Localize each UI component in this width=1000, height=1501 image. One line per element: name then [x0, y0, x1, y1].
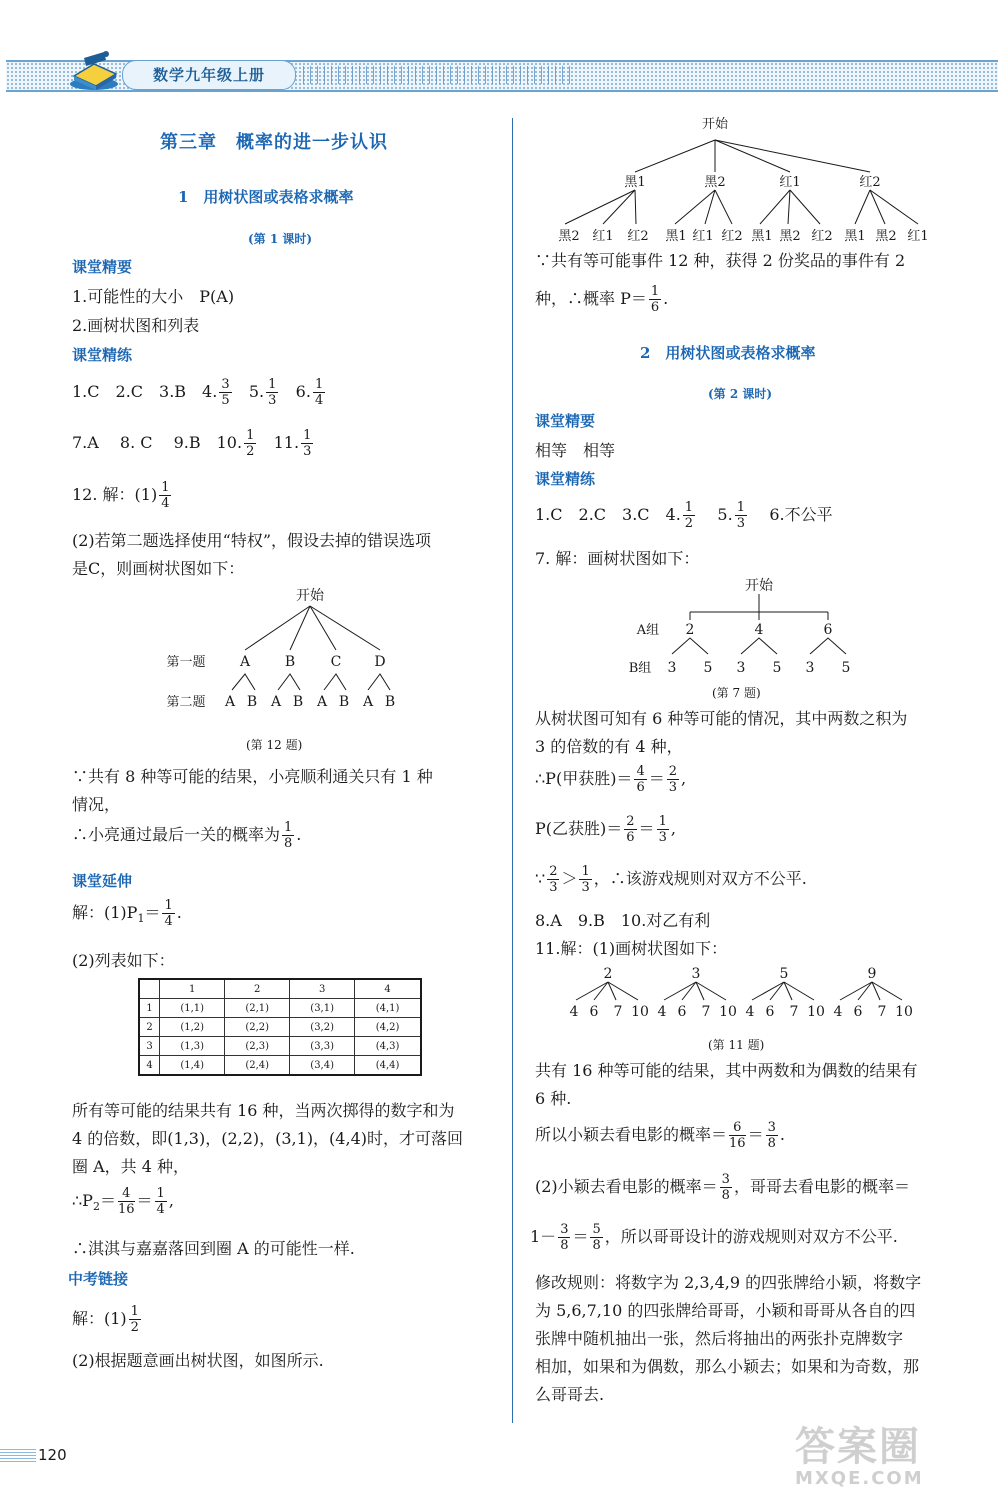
tree11-leaf: 6	[589, 1004, 599, 1020]
tree-prize-leaf: 黑1	[844, 229, 866, 244]
tree-diagram-12	[150, 580, 430, 720]
answer-12-1: 12. 解：(1) $\frac{1}{4}$	[72, 480, 170, 511]
tree-prize-leaf: 红2	[627, 229, 649, 244]
tree11-leaf: 4	[657, 1004, 667, 1020]
q11-line-4: (2)小颖去看电影的概率＝ $\frac{3}{8}$ ，哥哥去看电影的概率＝	[535, 1172, 910, 1203]
rule-line-5: 么哥哥去.	[535, 1385, 605, 1404]
jingyao-line-2: 2.画树状图和列表	[72, 316, 200, 335]
tree12-leaf: A	[270, 694, 282, 710]
tree7-b-leaf: 5	[841, 660, 851, 676]
rule-line-3: 张牌中随机抽出一张，然后将抽出的两张扑克牌数字	[535, 1329, 904, 1348]
fraction: $\frac{2}{3}$	[668, 764, 678, 795]
fraction: $\frac{1}{2}$	[684, 500, 694, 531]
tree-prize-leaf: 黑2	[779, 229, 801, 244]
zhongkao-line-2: (2)根据题意画出树状图，如图所示.	[72, 1351, 324, 1370]
tree11-leaf: 4	[833, 1004, 843, 1020]
book-title: 数学九年级上册	[122, 60, 296, 90]
tree-prize-leaf: 黑1	[665, 229, 687, 244]
rule-line-1: 修改规则：将数字为 2,3,4,9 的四张牌给小颖，将数字	[535, 1273, 922, 1292]
tree-prize-root: 开始	[701, 117, 729, 132]
outcome-table	[138, 978, 422, 1076]
q12-text-2: 是C，则画树状图如下：	[72, 559, 245, 578]
ext-line-2: (2)列表如下：	[72, 951, 175, 970]
tree7-b-leaf: 3	[667, 660, 677, 676]
zhongkao-line-1: 解：(1) $\frac{1}{2}$	[72, 1304, 139, 1335]
tree12-node: A	[239, 654, 251, 670]
tree11-leaf: 10	[719, 1004, 737, 1020]
tree12-leaf: A	[316, 694, 328, 710]
q11-line-3: 所以小颖去看电影的概率＝ $\frac{6}{16}$ ＝ $\frac{3}{8}$ .	[535, 1120, 785, 1151]
table-conclusion-4: $\therefore P_2=$ $\frac{4}{16}$ ＝ $\frac{1}{4}$ ,	[72, 1186, 174, 1217]
fraction: $\frac{4}{6}$	[636, 764, 645, 795]
tree-diagram-7	[620, 572, 880, 687]
table-row: 1 (1,1) (2,1) (3,1) (4,1)	[139, 999, 421, 1018]
header-arrow-pattern	[300, 66, 570, 84]
q11-line-5: 1－ $\frac{3}{8}$ ＝ $\frac{5}{8}$ ，所以哥哥设计的游戏规则对双方不公平.	[530, 1222, 898, 1253]
tree7-b-leaf: 5	[703, 660, 713, 676]
tree7-b-leaf: 5	[772, 660, 782, 676]
tree12-leaf: B	[384, 694, 396, 710]
fraction: $\frac{1}{4}$	[164, 898, 173, 929]
section-title-1: 1 用树状图或表格求概率	[178, 188, 354, 206]
heading-ketang-jingyao: 课堂精要	[72, 258, 133, 276]
tree12-root: 开始	[296, 588, 324, 604]
heading-zhongkao-lianjie: 中考链接	[68, 1270, 129, 1288]
heading-ketang-jinglian: 课堂精练	[72, 346, 133, 364]
tree12-node: C	[330, 654, 342, 670]
conclusion-line-3: ∴小亮通过最后一关的概率为 $\frac{1}{8}$ .	[72, 820, 302, 851]
heading-ketang-jingyao-2: 课堂精要	[535, 412, 596, 430]
tree7-a-node: 6	[823, 622, 833, 638]
tree11-root: 9	[867, 966, 877, 982]
fraction: $\frac{1}{4}$	[161, 480, 170, 511]
answers-line-1: 1.C 2.C 3.B 4. $\frac{3}{5}$ 5. $\frac{1}{3}$ 6. $\frac{1}{4}$	[72, 377, 324, 408]
q7-line-4: P(乙获胜)＝ $\frac{2}{6}$ ＝ $\frac{1}{3}$ ,	[535, 814, 676, 845]
caption-q12: (第 12 题)	[246, 738, 303, 752]
fraction: $\frac{1}{3}$	[303, 428, 312, 459]
q11-line-2: 6 种.	[535, 1089, 572, 1108]
tree11-leaf: 7	[701, 1004, 711, 1020]
tree12-leaf: B	[338, 694, 350, 710]
tree12-leaf: B	[292, 694, 304, 710]
book-icon	[66, 46, 122, 92]
tree7-b-leaf: 3	[736, 660, 746, 676]
caption-q7: (第 7 题)	[712, 686, 761, 700]
fraction: $\frac{1}{4}$	[314, 377, 324, 408]
chapter-title: 第三章 概率的进一步认识	[160, 132, 388, 153]
table-row: 3 (1,3) (2,3) (3,3) (4,3)	[139, 1037, 421, 1056]
tree11-leaf: 10	[631, 1004, 649, 1020]
tree12-leaf: B	[246, 694, 258, 710]
tree11-root: 3	[691, 966, 701, 982]
column-divider	[512, 118, 513, 1423]
tree-prize-node: 红1	[779, 175, 801, 190]
fraction: $\frac{1}{3}$	[658, 814, 667, 845]
q7-line-5: ∵ $\frac{2}{3}$ ＞ $\frac{1}{3}$ ，∴该游戏规则对双方不公平.	[535, 864, 807, 895]
fraction: $\frac{2}{3}$	[549, 864, 558, 895]
fraction: $\frac{1}{3}$	[736, 500, 745, 531]
tree12-node: D	[374, 654, 386, 670]
page-number-decoration	[0, 1448, 36, 1462]
tree11-leaf: 7	[789, 1004, 799, 1020]
tree-diagram-11	[560, 960, 930, 1022]
caption-q11: (第 11 题)	[708, 1038, 765, 1052]
conclusion-line-2: 情况，	[72, 795, 121, 814]
tree12-row2-label: 第二题	[166, 695, 206, 710]
fraction: $\frac{1}{6}$	[650, 284, 660, 315]
answers-line-r2: 8.A 9.B 10.对乙有利	[535, 911, 711, 930]
table-conclusion-2: 4 的倍数，即(1,3)，(2,2)，(3,1)，(4,4)时，才可落回	[72, 1129, 463, 1148]
tree7-b-label: B组	[628, 661, 652, 676]
lesson-label-2: (第 2 课时)	[708, 387, 773, 401]
tree11-leaf: 7	[613, 1004, 623, 1020]
tree7-a-node: 4	[754, 622, 764, 638]
fraction: $\frac{1}{4}$	[156, 1186, 165, 1217]
q11-line-1: 共有 16 种等可能的结果，其中两数和为偶数的结果有	[535, 1061, 918, 1080]
tree11-root: 5	[779, 966, 789, 982]
q11-intro: 11.解：(1)画树状图如下：	[535, 939, 728, 958]
tree-prize-node: 红2	[859, 175, 881, 190]
tree11-root: 2	[603, 966, 613, 982]
tree12-leaf: A	[362, 694, 374, 710]
q7-line-3: ∴P(甲获胜)＝ $\frac{4}{6}$ ＝ $\frac{2}{3}$ ,	[535, 764, 687, 795]
table-row: 4 (1,4) (2,4) (3,4) (4,4)	[139, 1056, 421, 1076]
tree12-node: B	[284, 654, 296, 670]
fraction: $\frac{1}{3}$	[581, 864, 590, 895]
fraction: $\frac{1}{3}$	[268, 377, 277, 408]
jingyao-line-1: 1.可能性的大小 P(A)	[72, 287, 235, 306]
tree-diagram-prizes	[540, 112, 960, 252]
tree7-a-node: 2	[685, 622, 695, 638]
rule-line-2: 为 5,6,7,10 的四张牌给哥哥，小颖和哥哥从各自的四	[535, 1301, 916, 1320]
fraction: $\frac{1}{8}$	[284, 820, 293, 851]
tree-prize-leaf: 红1	[592, 229, 614, 244]
q7-line-2: 3 的倍数的有 4 种，	[535, 737, 683, 756]
fraction: $\frac{2}{6}$	[626, 814, 635, 845]
section-title-2: 2 用树状图或表格求概率	[640, 344, 816, 362]
q12-text-1: (2)若第二题选择使用“特权”，假设去掉的错误选项	[72, 531, 432, 550]
fraction: $\frac{5}{8}$	[592, 1222, 601, 1253]
heading-ketang-jinglian-2: 课堂精练	[535, 470, 596, 488]
table-conclusion-5: ∴淇淇与嘉嘉落回到圈 A 的可能性一样.	[72, 1239, 355, 1258]
table-row: 2 (1,2) (2,2) (3,2) (4,2)	[139, 1018, 421, 1037]
heading-ketang-yanshen: 课堂延伸	[72, 872, 133, 890]
conclusion-line-1: ∵共有 8 种等可能的结果，小亮顺利通关只有 1 种	[72, 767, 433, 786]
tree-prize-node: 黑1	[624, 175, 646, 190]
tree7-root: 开始	[745, 578, 773, 594]
tree11-leaf: 6	[853, 1004, 863, 1020]
rule-line-4: 相加，如果和为偶数，那么小颖去；如果和为奇数，那	[535, 1357, 920, 1376]
fraction: $\frac{3}{5}$	[221, 377, 230, 408]
tree11-leaf: 10	[895, 1004, 913, 1020]
fraction: $\frac{4}{16}$	[117, 1186, 135, 1217]
tree7-b-leaf: 3	[805, 660, 815, 676]
tree11-leaf: 6	[677, 1004, 687, 1020]
page-number: 120	[38, 1446, 67, 1464]
fraction: $\frac{1}{2}$	[130, 1304, 139, 1335]
table-conclusion-3: 圈 A，共 4 种，	[72, 1157, 189, 1176]
fraction: $\frac{3}{8}$	[560, 1222, 569, 1253]
table-conclusion-1: 所有等可能的结果共有 16 种，当两次掷得的数字和为	[72, 1101, 455, 1120]
tree-prize-leaf: 黑1	[751, 229, 773, 244]
tree-prize-leaf: 黑2	[558, 229, 580, 244]
tree12-leaf: A	[224, 694, 236, 710]
prize-line-2: 种，∴概率 P＝ $\frac{1}{6}$ .	[535, 284, 669, 315]
answers-line-r1: 1.C 2.C 3.C 4. $\frac{1}{2}$ 5. $\frac{1}{3}$ 6.不公平	[535, 500, 833, 531]
fraction: $\frac{6}{16}$	[729, 1120, 746, 1151]
tree11-leaf: 4	[745, 1004, 755, 1020]
tree-prize-leaf: 红1	[907, 229, 929, 244]
fraction: $\frac{3}{8}$	[767, 1120, 776, 1151]
q7-intro: 7. 解：画树状图如下：	[535, 549, 700, 568]
fraction: $\frac{3}{8}$	[721, 1172, 730, 1203]
fraction: $\frac{1}{2}$	[246, 428, 255, 459]
lesson-label-1: (第 1 课时)	[248, 232, 313, 246]
ext-line-1: 解：$(1)P_1=$ $\frac{1}{4}$ .	[72, 898, 182, 929]
tree-prize-leaf: 红2	[811, 229, 833, 244]
tree11-leaf: 10	[807, 1004, 825, 1020]
watermark: 答案圈 MXQE.COM	[795, 1424, 924, 1489]
table-header-row: 1 2 3 4	[139, 979, 421, 999]
prize-line-1: ∵共有等可能事件 12 种，获得 2 份奖品的事件有 2	[535, 251, 906, 270]
tree-prize-leaf: 黑2	[875, 229, 897, 244]
tree11-leaf: 4	[569, 1004, 579, 1020]
tree-prize-leaf: 红1	[692, 229, 714, 244]
q7-line-1: 从树状图可知有 6 种等可能的情况，其中两数之积为	[535, 709, 908, 728]
tree12-row1-label: 第一题	[166, 655, 206, 670]
tree11-leaf: 6	[765, 1004, 775, 1020]
answers-line-2: 7.A 8. C 9.B 10. $\frac{1}{2}$ 11. $\frac{1}{3}$	[72, 428, 312, 459]
jingyao-answer: 相等 相等	[535, 441, 616, 460]
tree7-a-label: A组	[636, 623, 660, 638]
tree11-leaf: 7	[877, 1004, 887, 1020]
tree-prize-leaf: 红2	[721, 229, 743, 244]
tree-prize-node: 黑2	[704, 175, 726, 190]
